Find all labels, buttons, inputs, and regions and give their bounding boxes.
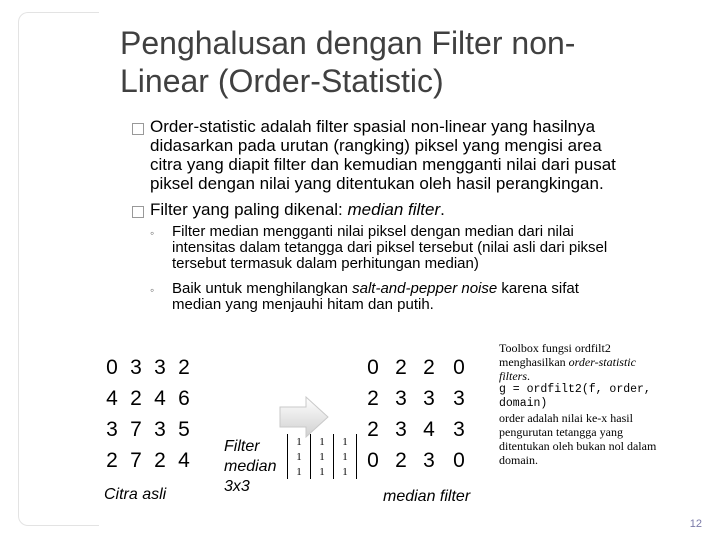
kernel-row (288, 434, 357, 449)
toolbox-line-8: ditentukan oleh bukan nol dalam (499, 439, 657, 453)
sub-bullet-2-text (172, 281, 579, 313)
kernel-cell: 1 (334, 449, 357, 464)
grid-cell: 0 (453, 449, 465, 472)
filter-label-line-2: median (224, 458, 277, 475)
slide-left-border (18, 12, 99, 526)
title-line-2: Linear (Order-Statistic) (120, 63, 444, 99)
grid-cell: 2 (130, 387, 142, 410)
grid-cell: 3 (423, 449, 435, 472)
result-image-caption: median filter (383, 488, 471, 505)
slide-title (120, 24, 680, 100)
grid-cell: 0 (106, 356, 118, 379)
grid-cell: 2 (395, 449, 407, 472)
toolbox-line-2-italic: order-statistic (568, 355, 636, 369)
grid-cell: 3 (154, 418, 166, 441)
kernel-cell: 1 (334, 434, 357, 449)
sub-bullet-2-suffix: karena sifat (497, 280, 579, 297)
kernel-cell: 1 (311, 434, 334, 449)
toolbox-line-3-italic: filters (499, 369, 528, 383)
page-number: 12 (689, 518, 702, 530)
sub-bullet-1-line-2: intensitas dalam tetangga dari piksel tersebut (nilai asli dari piksel (172, 239, 608, 256)
circle-bullet-icon: ◦ (150, 283, 155, 297)
toolbox-line-1: Toolbox fungsi ordfilt2 (499, 341, 611, 355)
median-kernel-matrix (287, 434, 357, 479)
circle-bullet-icon: ◦ (150, 226, 155, 240)
sub-bullet-2-line-2: median yang menjauhi hitam dan putih. (172, 296, 434, 313)
grid-cell: 6 (178, 387, 190, 410)
filter-label-line-3: 3x3 (224, 478, 250, 495)
sub-bullet-1-line-1: Filter median mengganti nilai piksel dengan median dari nilai (172, 223, 574, 240)
title-line-1: Penghalusan dengan Filter non- (120, 25, 576, 61)
toolbox-line-7: pengurutan tetangga yang (499, 425, 623, 439)
kernel-row (288, 449, 357, 464)
bullet-2-prefix: Filter yang paling dikenal: (150, 200, 348, 219)
bullet-2-text (150, 200, 445, 219)
grid-cell: 3 (423, 387, 435, 410)
sub-bullet-1-line-3: tersebut termasuk dalam perhitungan median) (172, 255, 479, 272)
grid-cell: 2 (367, 418, 379, 441)
grid-cell: 7 (130, 418, 142, 441)
grid-cell: 4 (178, 449, 190, 472)
filter-label-line-1: Filter (224, 438, 260, 455)
checkbox-bullet-icon (132, 206, 144, 218)
kernel-cell: 1 (311, 464, 334, 479)
kernel-cell: 1 (288, 434, 311, 449)
bullet-1-line-1: Order-statistic adalah filter spasial non-linear yang hasilnya (150, 117, 596, 136)
grid-cell: 0 (453, 356, 465, 379)
grid-cell: 2 (154, 449, 166, 472)
bullet-2-suffix: . (440, 200, 445, 219)
bullet-1-line-3: citra yang diapit filter dan kemudian mengganti nilai dari pusat (150, 155, 616, 174)
grid-cell: 2 (395, 356, 407, 379)
toolbox-code-line-2: domain) (499, 397, 548, 410)
kernel-row (288, 464, 357, 479)
sub-bullet-2-italic: salt-and-pepper noise (352, 280, 498, 297)
grid-cell: 5 (178, 418, 190, 441)
toolbox-line-2-prefix: menghasilkan (499, 355, 569, 369)
grid-cell: 2 (423, 356, 435, 379)
sub-bullet-1-text (172, 224, 607, 272)
grid-cell: 2 (178, 356, 190, 379)
kernel-cell: 1 (311, 449, 334, 464)
grid-cell: 3 (453, 418, 465, 441)
bullet-1-text (150, 117, 616, 193)
grid-cell: 3 (106, 418, 118, 441)
bullet-1-line-4: piksel dengan nilai yang ditentukan oleh hasil perangkingan. (150, 174, 604, 193)
grid-cell: 3 (395, 418, 407, 441)
grid-cell: 4 (154, 387, 166, 410)
kernel-cell: 1 (334, 464, 357, 479)
checkbox-bullet-icon (132, 123, 144, 135)
grid-cell: 3 (154, 356, 166, 379)
grid-cell: 4 (106, 387, 118, 410)
bullet-1-line-2: didasarkan pada urutan (rangking) piksel yang mengisi area (150, 136, 602, 155)
kernel-cell: 1 (288, 464, 311, 479)
grid-cell: 2 (106, 449, 118, 472)
kernel-cell: 1 (288, 449, 311, 464)
toolbox-line-9: domain. (499, 453, 538, 467)
grid-cell: 4 (423, 418, 435, 441)
sub-bullet-2-prefix: Baik untuk menghilangkan (172, 280, 353, 297)
filter-label (224, 437, 276, 497)
toolbox-code-line-1: g = ordfilt2(f, order, (499, 383, 651, 396)
bullet-2-italic: median filter (347, 200, 441, 219)
grid-cell: 0 (367, 356, 379, 379)
toolbox-note (499, 341, 694, 467)
grid-cell: 0 (367, 449, 379, 472)
grid-cell: 2 (367, 387, 379, 410)
grid-cell: 7 (130, 449, 142, 472)
toolbox-line-6: order adalah nilai ke-x hasil (499, 411, 633, 425)
grid-cell: 3 (395, 387, 407, 410)
original-image-caption: Citra asli (104, 486, 167, 503)
grid-cell: 3 (130, 356, 142, 379)
grid-cell: 3 (453, 387, 465, 410)
toolbox-line-3-suffix: . (527, 369, 531, 383)
